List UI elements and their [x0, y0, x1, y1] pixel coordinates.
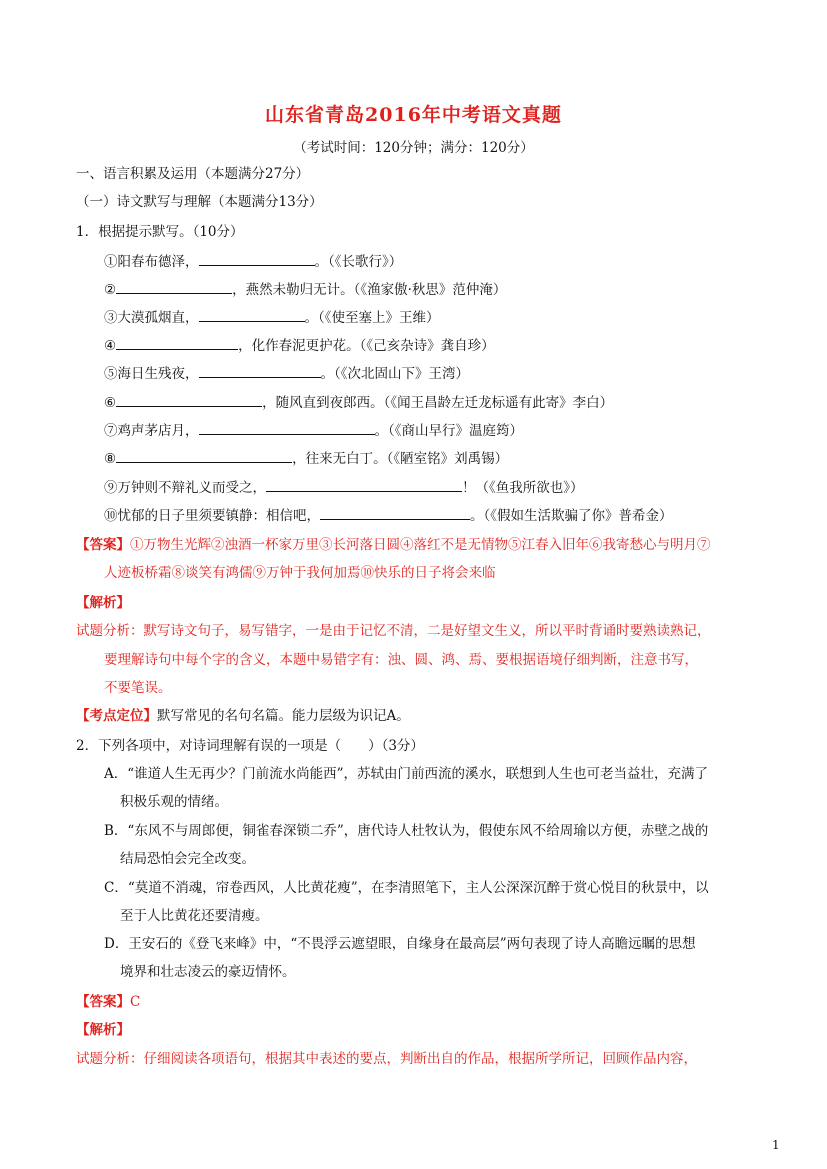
fill-item — [104, 448, 508, 469]
answer-blank[interactable] — [199, 363, 321, 378]
analysis-text: 试题分析：默写诗文句子，易写错字，一是由于记忆不清，二是好望文生义，所以平时背诵时要熟读熟记， — [76, 623, 711, 639]
fill-item — [104, 251, 402, 272]
analysis-label: 【解析】 — [76, 1022, 130, 1038]
item-prefix: ④ — [104, 338, 117, 354]
answer-block — [76, 992, 140, 1012]
answer-blank[interactable] — [199, 251, 315, 266]
item-prefix: ⑨万钟则不辩礼义而受之， — [104, 480, 266, 496]
fill-item — [104, 307, 440, 328]
fill-item — [104, 335, 495, 356]
fill-item — [104, 279, 506, 300]
section-heading: 一、语言积累及运用（本题满分27分） — [76, 166, 310, 182]
analysis-text: 不要笔误。 — [104, 680, 172, 696]
kaodian-text: 默写常见的名句名篇。能力层级为识记A。 — [157, 708, 410, 724]
fill-item — [104, 420, 523, 441]
option-b-continued: 结局恐怕会完全改变。 — [120, 851, 255, 867]
analysis-text: 要理解诗句中每个字的含义，本题中易错字有：浊、圆、鸿、焉、要根据语境仔细判断，注意书写， — [104, 652, 698, 668]
answer-text-continued: 人迹板桥霜⑧谈笑有鸿儒⑨万钟于我何加焉⑩快乐的日子将会来临 — [104, 565, 496, 581]
page-number: 1 — [772, 1138, 780, 1152]
item-suffix: 。（《商山早行》温庭筠） — [374, 423, 523, 439]
item-suffix: 。（《使至塞上》王维） — [304, 310, 440, 326]
answer-blank[interactable] — [320, 505, 470, 520]
option-a: A．“谁道人生无再少？门前流水尚能西”，苏轼由门前西流的溪水，联想到人生也可老当益壮，充满了 — [104, 766, 709, 782]
fill-item — [104, 363, 469, 384]
item-prefix: ② — [104, 282, 117, 298]
kaodian-label: 【考点定位】 — [76, 708, 157, 724]
question-2-stem: 2．下列各项中，对诗词理解有误的一项是（ ）（3分） — [76, 738, 424, 754]
option-d: D．王安石的《登飞来峰》中，“不畏浮云遮望眼，自缘身在最高层”两句表现了诗人高瞻远瞩的思想 — [104, 936, 696, 952]
item-suffix: ，燕然未勒归无计。（《渔家傲·秋思》范仲淹） — [232, 282, 507, 298]
analysis-label: 【解析】 — [76, 595, 130, 611]
answer-text: C — [130, 994, 141, 1010]
analysis-text: 试题分析：仔细阅读各项语句，根据其中表述的要点，判断出自的作品，根据所学所记，回顾作品内容， — [76, 1051, 697, 1067]
question-1-stem: 1．根据提示默写。（10分） — [76, 224, 244, 240]
answer-label: 【答案】 — [76, 537, 130, 553]
option-a-continued: 积极乐观的情绪。 — [120, 794, 228, 810]
item-suffix: ，往来无白丁。（《陋室铭》刘禹锡） — [292, 451, 509, 467]
exam-info: （考试时间：120分钟；满分：120分） — [293, 140, 534, 156]
option-d-continued: 境界和壮志凌云的豪迈情怀。 — [120, 964, 296, 980]
item-prefix: ⑩忧郁的日子里须要镇静：相信吧， — [104, 508, 320, 524]
document-title: 山东省青岛2016年中考语文真题 — [265, 104, 562, 126]
fill-item — [104, 477, 584, 498]
option-b: B．“东风不与周郎便，铜雀春深锁二乔”，唐代诗人杜牧认为，假使东风不给周瑜以方便，赤壁之战的 — [104, 823, 709, 839]
item-suffix: ，随风直到夜郎西。（《闻王昌龄左迁龙标遥有此寄》李白） — [262, 395, 614, 411]
item-suffix: 。（《长歌行》） — [314, 254, 403, 270]
answer-blank[interactable] — [266, 477, 462, 492]
kaodian-block — [76, 706, 410, 726]
fill-item — [104, 505, 673, 526]
answer-label: 【答案】 — [76, 994, 130, 1010]
answer-block — [76, 535, 711, 555]
answer-blank[interactable] — [116, 279, 232, 294]
item-prefix: ⑦鸡声茅店月， — [104, 423, 199, 439]
item-suffix: ！（《鱼我所欲也》） — [462, 480, 584, 496]
answer-blank[interactable] — [199, 420, 375, 435]
fill-item — [104, 392, 613, 413]
item-prefix: ③大漠孤烟直， — [104, 310, 199, 326]
answer-blank[interactable] — [199, 307, 305, 322]
answer-blank[interactable] — [116, 335, 238, 350]
item-prefix: ⑥ — [104, 395, 117, 411]
item-suffix: 。（《假如生活欺骗了你》普希金） — [470, 508, 673, 524]
option-c: C．“莫道不消魂，帘卷西风，人比黄花瘦”，在李清照笔下，主人公深深沉醉于赏心悦目的秋景中，以 — [104, 880, 709, 896]
item-suffix: ，化作春泥更护花。（《己亥杂诗》龚自珍） — [238, 338, 495, 354]
item-prefix: ①阳春布德泽， — [104, 254, 199, 270]
subsection-heading: （一）诗文默写与理解（本题满分13分） — [76, 194, 323, 210]
answer-text: ①万物生光辉②浊酒一杯家万里③长河落日圆④落红不是无情物⑤江春入旧年⑥我寄愁心与明月⑦ — [130, 537, 711, 553]
item-prefix: ⑧ — [104, 451, 117, 467]
answer-blank[interactable] — [116, 392, 262, 407]
item-suffix: 。（《次北固山下》王湾） — [320, 366, 469, 382]
answer-blank[interactable] — [116, 448, 292, 463]
option-c-continued: 至于人比黄花还要清瘦。 — [120, 908, 269, 924]
item-prefix: ⑤海日生残夜， — [104, 366, 199, 382]
